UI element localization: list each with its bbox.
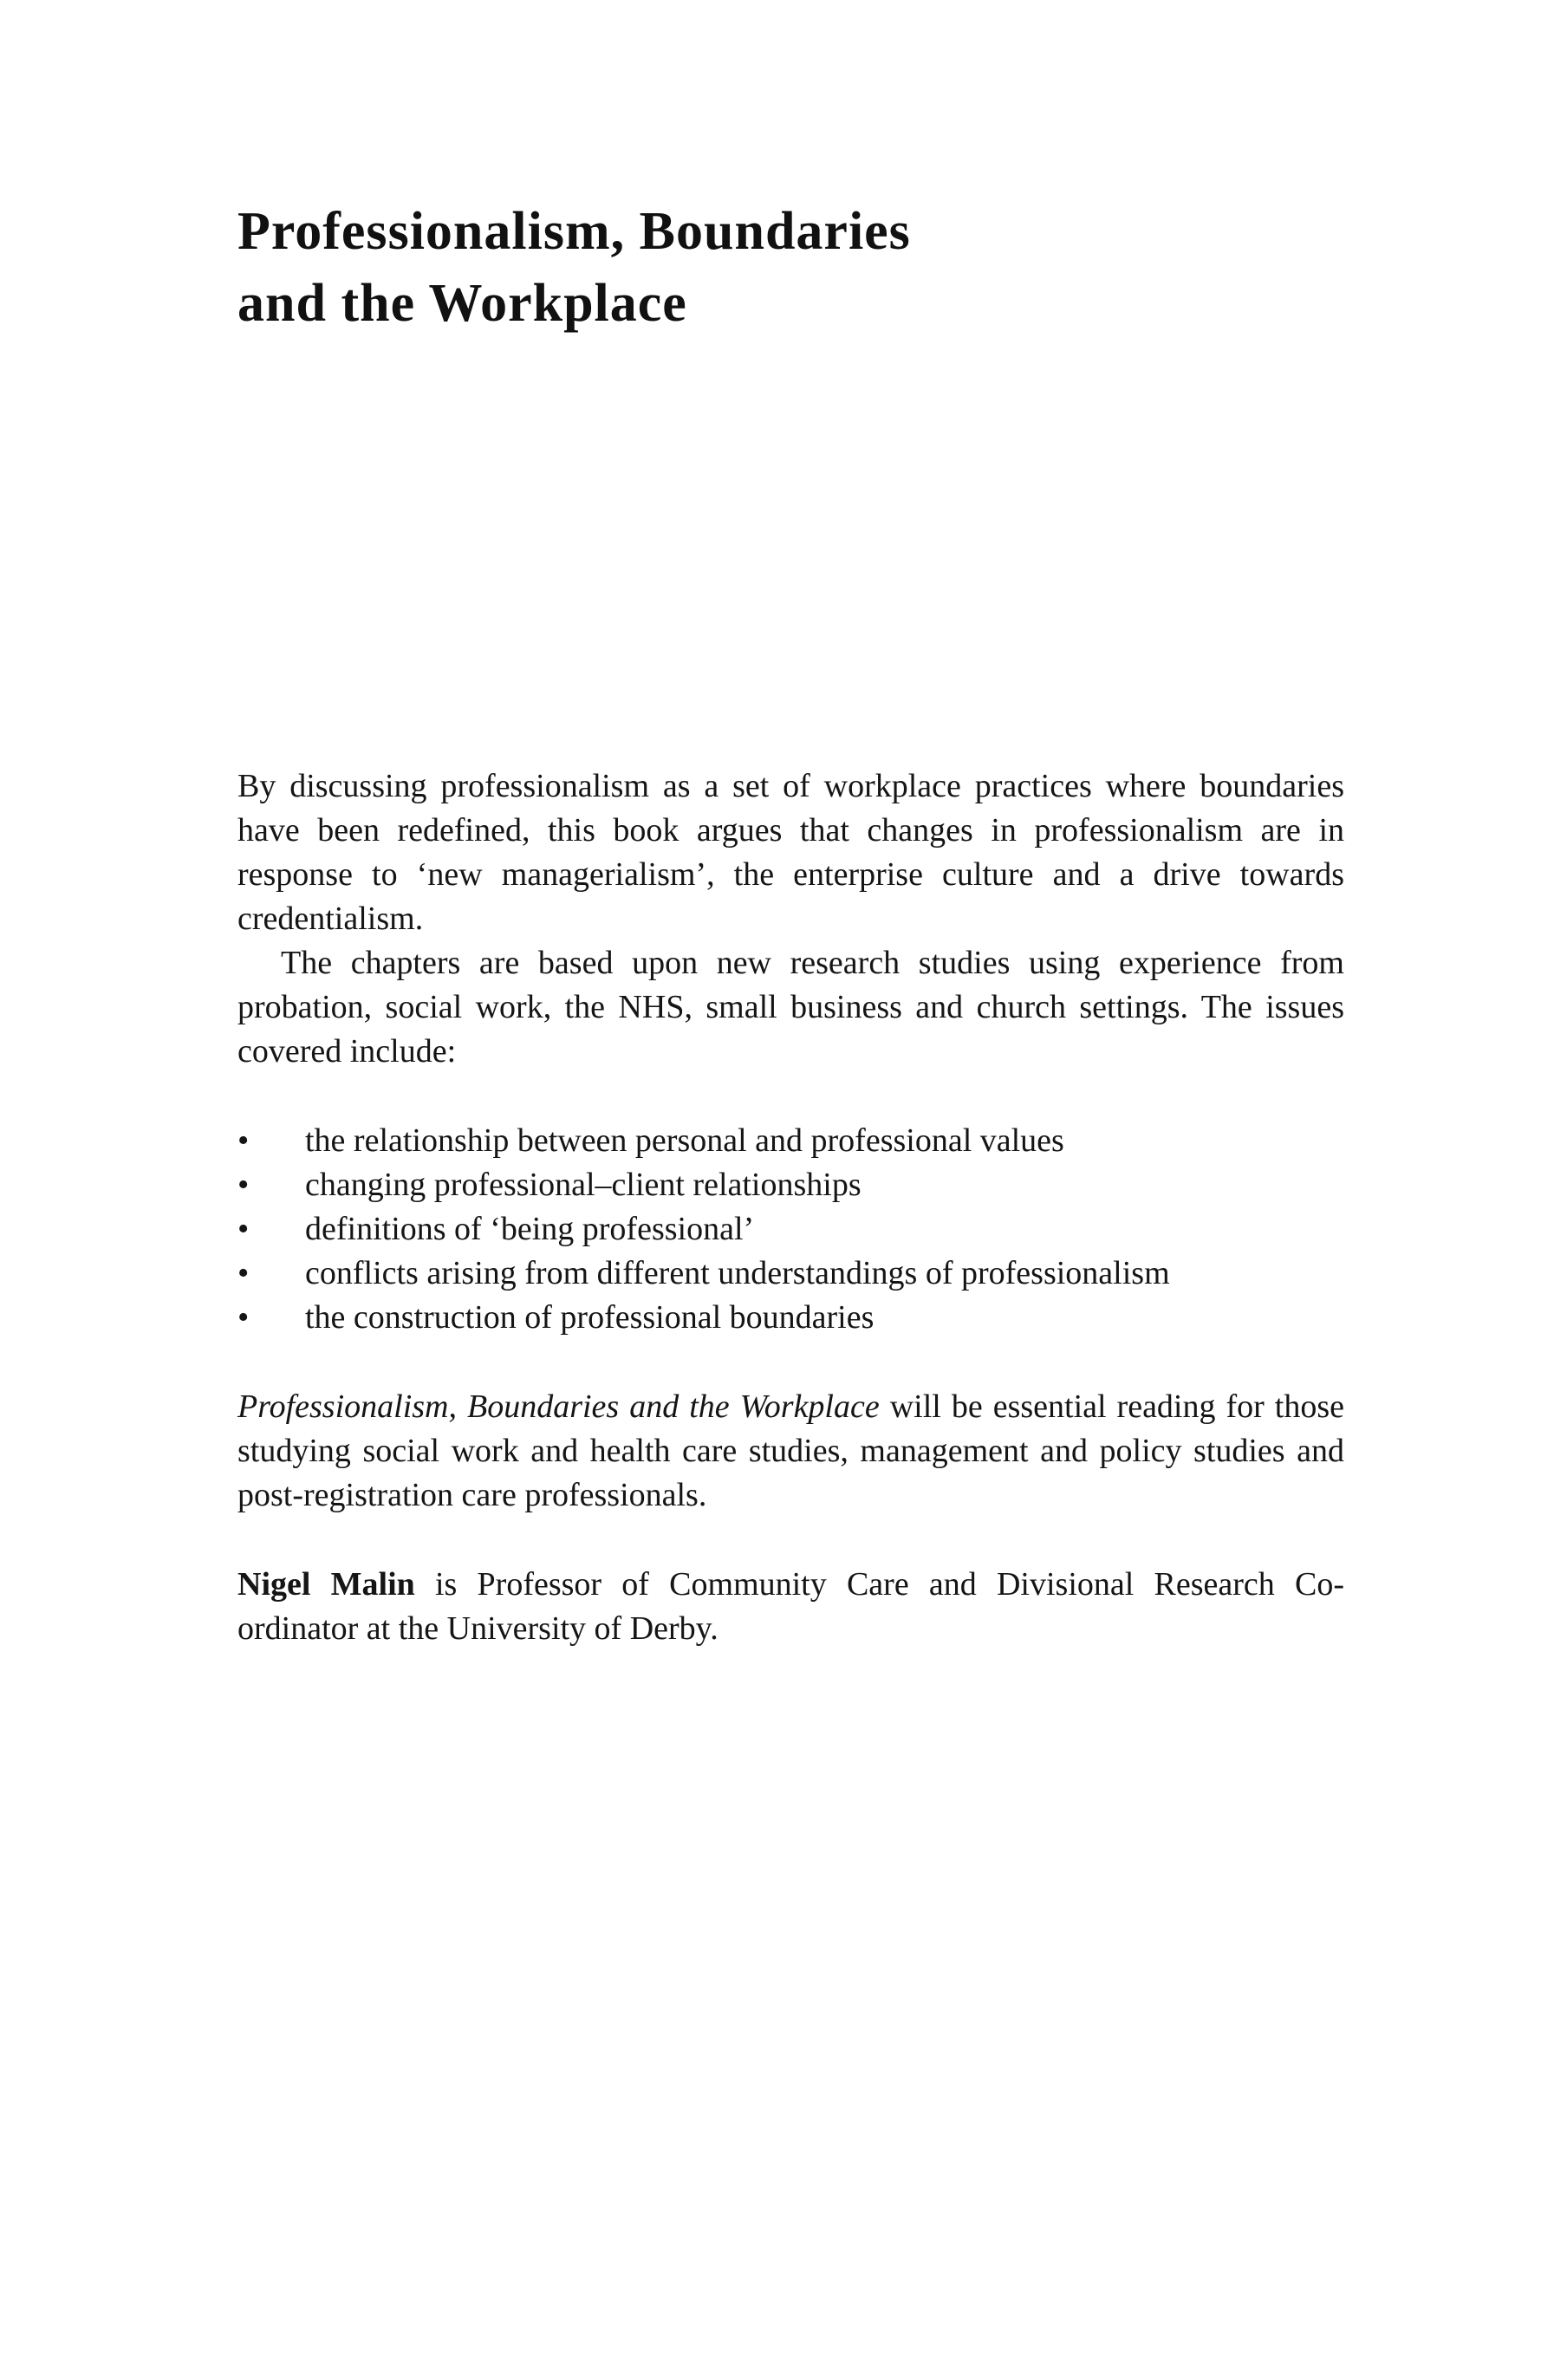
book-title-line-1: Professionalism, Boundaries <box>237 202 911 261</box>
list-item <box>237 1252 1344 1296</box>
list-item-text: the relationship between personal and professional values <box>305 1122 1064 1159</box>
list-item-text: the construction of professional boundaries <box>305 1299 875 1336</box>
author-bio: is Professor of Community Care and Divisional Research Co-ordinator at the University of Derby. <box>237 1566 1345 1647</box>
intro-paragraph: By discussing professionalism as a set of workplace practices where boundaries have been redefined, this book argues that changes in professionalism are in response to ‘new managerialism’, the enterprise culture and a drive towards credentialism. <box>237 768 1344 937</box>
bullet-icon: • <box>237 1167 250 1203</box>
readership-text: will be essential reading for those studying social work and health care studies, management and policy studies and post-registration care professionals. <box>237 1388 1345 1513</box>
bullet-icon: • <box>237 1299 250 1336</box>
list-item-text: definitions of ‘being professional’ <box>305 1211 755 1247</box>
author-bio-paragraph <box>237 1563 1344 1651</box>
readership-paragraph <box>237 1385 1344 1518</box>
list-item <box>237 1119 1344 1163</box>
list-item-text: conflicts arising from different understandings of professionalism <box>305 1255 1170 1291</box>
bullet-icon: • <box>237 1255 250 1291</box>
author-name: Nigel Malin <box>237 1566 415 1603</box>
bullet-icon: • <box>237 1122 250 1159</box>
readership-book-title: Professionalism, Boundaries and the Workplace <box>237 1388 880 1425</box>
blurb <box>237 764 1344 1651</box>
book-title-line-2: and the Workplace <box>237 274 687 333</box>
issues-list <box>237 1119 1344 1340</box>
list-item <box>237 1296 1344 1340</box>
book-title <box>237 196 1364 340</box>
list-item <box>237 1163 1344 1207</box>
chapters-paragraph: The chapters are based upon new research studies using experience from probation, social work, the NHS, small business and church settings. The issues covered include: <box>237 945 1344 1070</box>
list-item-text: changing professional–client relationships <box>305 1167 862 1203</box>
list-item <box>237 1207 1344 1252</box>
bullet-icon: • <box>237 1211 250 1247</box>
